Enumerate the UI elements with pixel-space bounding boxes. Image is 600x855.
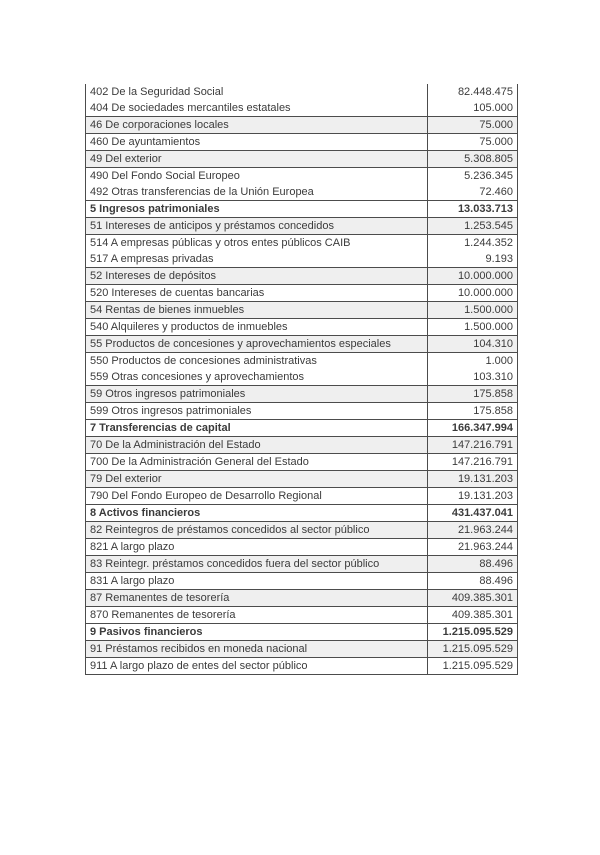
row-value: 82.448.475 bbox=[457, 86, 513, 98]
row-label-cell bbox=[86, 268, 428, 284]
row-label-cell bbox=[86, 471, 428, 487]
row-label: 492 Otras transferencias de la Unión Europea bbox=[90, 186, 314, 198]
table-row bbox=[86, 437, 517, 454]
row-value: 5.236.345 bbox=[464, 170, 513, 182]
row-value-cell bbox=[428, 302, 517, 318]
row-value-cell bbox=[428, 319, 517, 335]
row-label: 460 De ayuntamientos bbox=[90, 136, 201, 148]
row-label: 404 De sociedades mercantiles estatales bbox=[90, 102, 291, 114]
row-label-cell bbox=[86, 168, 428, 200]
row-label-cell bbox=[86, 522, 428, 538]
row-label-cell bbox=[86, 403, 428, 419]
row-label: 49 Del exterior bbox=[90, 153, 162, 165]
row-label: 79 Del exterior bbox=[90, 473, 162, 485]
row-value-cell bbox=[428, 235, 517, 267]
table-row bbox=[86, 235, 517, 268]
row-label: 831 A largo plazo bbox=[90, 575, 175, 587]
row-value: 1.253.545 bbox=[464, 220, 513, 232]
row-value: 21.963.244 bbox=[457, 524, 513, 536]
row-label: 790 Del Fondo Europeo de Desarrollo Regional bbox=[90, 490, 322, 502]
row-value-cell bbox=[428, 573, 517, 589]
row-label: 540 Alquileres y productos de inmuebles bbox=[90, 321, 288, 333]
row-value-cell bbox=[428, 285, 517, 301]
row-value: 175.858 bbox=[473, 405, 513, 417]
table-row bbox=[86, 168, 517, 201]
row-value-cell bbox=[428, 403, 517, 419]
row-label-cell bbox=[86, 386, 428, 402]
row-label-cell bbox=[86, 218, 428, 234]
row-label: 490 Del Fondo Social Europeo bbox=[90, 170, 240, 182]
table-row bbox=[86, 134, 517, 151]
row-value-cell bbox=[428, 420, 517, 436]
row-value-cell bbox=[428, 218, 517, 234]
row-label: 55 Productos de concesiones y aprovechamientos especiales bbox=[90, 338, 391, 350]
table-row bbox=[86, 285, 517, 302]
row-label-cell bbox=[86, 201, 428, 217]
row-value: 103.310 bbox=[473, 371, 513, 383]
row-label: 5 Ingresos patrimoniales bbox=[90, 203, 220, 215]
table-row bbox=[86, 488, 517, 505]
row-value: 147.216.791 bbox=[451, 456, 513, 468]
table-row bbox=[86, 336, 517, 353]
row-value: 1.500.000 bbox=[464, 321, 513, 333]
row-value: 1.244.352 bbox=[464, 237, 513, 249]
row-value: 1.000 bbox=[485, 355, 513, 367]
row-label: 870 Remanentes de tesorería bbox=[90, 609, 236, 621]
table-row bbox=[86, 218, 517, 235]
row-label-cell bbox=[86, 319, 428, 335]
row-value: 75.000 bbox=[479, 136, 513, 148]
table-row bbox=[86, 624, 517, 641]
row-label: 82 Reintegros de préstamos concedidos al sector público bbox=[90, 524, 370, 536]
row-value: 1.215.095.529 bbox=[442, 626, 513, 638]
table-row bbox=[86, 386, 517, 403]
row-value-cell bbox=[428, 117, 517, 133]
row-label-cell bbox=[86, 556, 428, 572]
table-row bbox=[86, 641, 517, 658]
row-value-cell bbox=[428, 522, 517, 538]
row-label: 87 Remanentes de tesorería bbox=[90, 592, 230, 604]
row-value-cell bbox=[428, 624, 517, 640]
row-value: 19.131.203 bbox=[457, 490, 513, 502]
row-value-cell bbox=[428, 151, 517, 167]
table-row bbox=[86, 607, 517, 624]
row-value-cell bbox=[428, 539, 517, 555]
table-row bbox=[86, 505, 517, 522]
table-row bbox=[86, 420, 517, 437]
row-label: 51 Intereses de anticipos y préstamos concedidos bbox=[90, 220, 334, 232]
row-label: 517 A empresas privadas bbox=[90, 253, 214, 265]
row-value: 5.308.805 bbox=[464, 153, 513, 165]
row-label: 7 Transferencias de capital bbox=[90, 422, 231, 434]
row-value-cell bbox=[428, 268, 517, 284]
row-label-cell bbox=[86, 454, 428, 470]
table-row bbox=[86, 151, 517, 168]
table-row bbox=[86, 319, 517, 336]
row-label-cell bbox=[86, 505, 428, 521]
row-label-cell bbox=[86, 134, 428, 150]
table-row bbox=[86, 590, 517, 607]
row-value: 9.193 bbox=[485, 253, 513, 265]
row-label: 8 Activos financieros bbox=[90, 507, 201, 519]
row-value: 431.437.041 bbox=[451, 507, 513, 519]
row-value-cell bbox=[428, 386, 517, 402]
row-value-cell bbox=[428, 437, 517, 453]
row-value-cell bbox=[428, 607, 517, 623]
row-label: 911 A largo plazo de entes del sector público bbox=[90, 660, 308, 672]
row-value-cell bbox=[428, 556, 517, 572]
row-value-cell bbox=[428, 641, 517, 657]
row-label-cell bbox=[86, 420, 428, 436]
table-row bbox=[86, 539, 517, 556]
table-row bbox=[86, 454, 517, 471]
row-value-cell bbox=[428, 134, 517, 150]
row-value: 21.963.244 bbox=[457, 541, 513, 553]
row-value: 88.496 bbox=[479, 575, 513, 587]
row-value: 147.216.791 bbox=[451, 439, 513, 451]
row-value: 10.000.000 bbox=[457, 270, 513, 282]
table-row bbox=[86, 658, 517, 675]
row-label: 520 Intereses de cuentas bancarias bbox=[90, 287, 265, 299]
row-label: 54 Rentas de bienes inmuebles bbox=[90, 304, 245, 316]
table-row bbox=[86, 201, 517, 218]
row-label: 599 Otros ingresos patrimoniales bbox=[90, 405, 252, 417]
row-value-cell bbox=[428, 471, 517, 487]
row-value-cell bbox=[428, 590, 517, 606]
row-value-cell bbox=[428, 84, 517, 116]
row-value-cell bbox=[428, 336, 517, 352]
table-row bbox=[86, 471, 517, 488]
row-label: 91 Préstamos recibidos en moneda nacional bbox=[90, 643, 308, 655]
row-label: 9 Pasivos financieros bbox=[90, 626, 203, 638]
row-label-cell bbox=[86, 84, 428, 116]
row-value: 10.000.000 bbox=[457, 287, 513, 299]
row-value: 105.000 bbox=[473, 102, 513, 114]
table-row bbox=[86, 302, 517, 319]
row-value-cell bbox=[428, 201, 517, 217]
row-label-cell bbox=[86, 607, 428, 623]
row-label-cell bbox=[86, 437, 428, 453]
row-label-cell bbox=[86, 302, 428, 318]
table-row bbox=[86, 403, 517, 420]
row-label-cell bbox=[86, 641, 428, 657]
row-value: 13.033.713 bbox=[457, 203, 513, 215]
row-value: 72.460 bbox=[479, 186, 513, 198]
row-value: 88.496 bbox=[479, 558, 513, 570]
row-label-cell bbox=[86, 624, 428, 640]
row-label-cell bbox=[86, 336, 428, 352]
table-row bbox=[86, 556, 517, 573]
row-value: 409.385.301 bbox=[451, 609, 513, 621]
table-row bbox=[86, 353, 517, 386]
row-label-cell bbox=[86, 353, 428, 385]
row-value-cell bbox=[428, 505, 517, 521]
row-label: 46 De corporaciones locales bbox=[90, 119, 229, 131]
row-label: 700 De la Administración General del Estado bbox=[90, 456, 309, 468]
row-label-cell bbox=[86, 658, 428, 674]
row-label: 59 Otros ingresos patrimoniales bbox=[90, 388, 246, 400]
table-row bbox=[86, 117, 517, 134]
row-value: 166.347.994 bbox=[451, 422, 513, 434]
row-label: 70 De la Administración del Estado bbox=[90, 439, 261, 451]
row-value: 19.131.203 bbox=[457, 473, 513, 485]
row-value-cell bbox=[428, 353, 517, 385]
row-label: 52 Intereses de depósitos bbox=[90, 270, 216, 282]
row-label: 559 Otras concesiones y aprovechamientos bbox=[90, 371, 305, 383]
row-value-cell bbox=[428, 488, 517, 504]
row-value-cell bbox=[428, 454, 517, 470]
row-label: 83 Reintegr. préstamos concedidos fuera del sector público bbox=[90, 558, 380, 570]
row-label-cell bbox=[86, 539, 428, 555]
row-label: 821 A largo plazo bbox=[90, 541, 175, 553]
row-label-cell bbox=[86, 488, 428, 504]
row-value: 1.500.000 bbox=[464, 304, 513, 316]
row-label-cell bbox=[86, 285, 428, 301]
row-value-cell bbox=[428, 168, 517, 200]
row-label-cell bbox=[86, 573, 428, 589]
row-label: 402 De la Seguridad Social bbox=[90, 86, 224, 98]
row-label: 514 A empresas públicas y otros entes públicos CAIB bbox=[90, 237, 351, 249]
row-label-cell bbox=[86, 117, 428, 133]
row-label-cell bbox=[86, 235, 428, 267]
table-row bbox=[86, 268, 517, 285]
row-value: 104.310 bbox=[473, 338, 513, 350]
row-value: 75.000 bbox=[479, 119, 513, 131]
row-value: 1.215.095.529 bbox=[442, 660, 513, 672]
table-row bbox=[86, 84, 517, 117]
budget-table bbox=[85, 84, 518, 675]
table-row bbox=[86, 573, 517, 590]
row-value: 409.385.301 bbox=[451, 592, 513, 604]
row-value-cell bbox=[428, 658, 517, 674]
table-row bbox=[86, 522, 517, 539]
row-value: 1.215.095.529 bbox=[442, 643, 513, 655]
row-label: 550 Productos de concesiones administrativas bbox=[90, 355, 317, 367]
row-value: 175.858 bbox=[473, 388, 513, 400]
row-label-cell bbox=[86, 590, 428, 606]
row-label-cell bbox=[86, 151, 428, 167]
